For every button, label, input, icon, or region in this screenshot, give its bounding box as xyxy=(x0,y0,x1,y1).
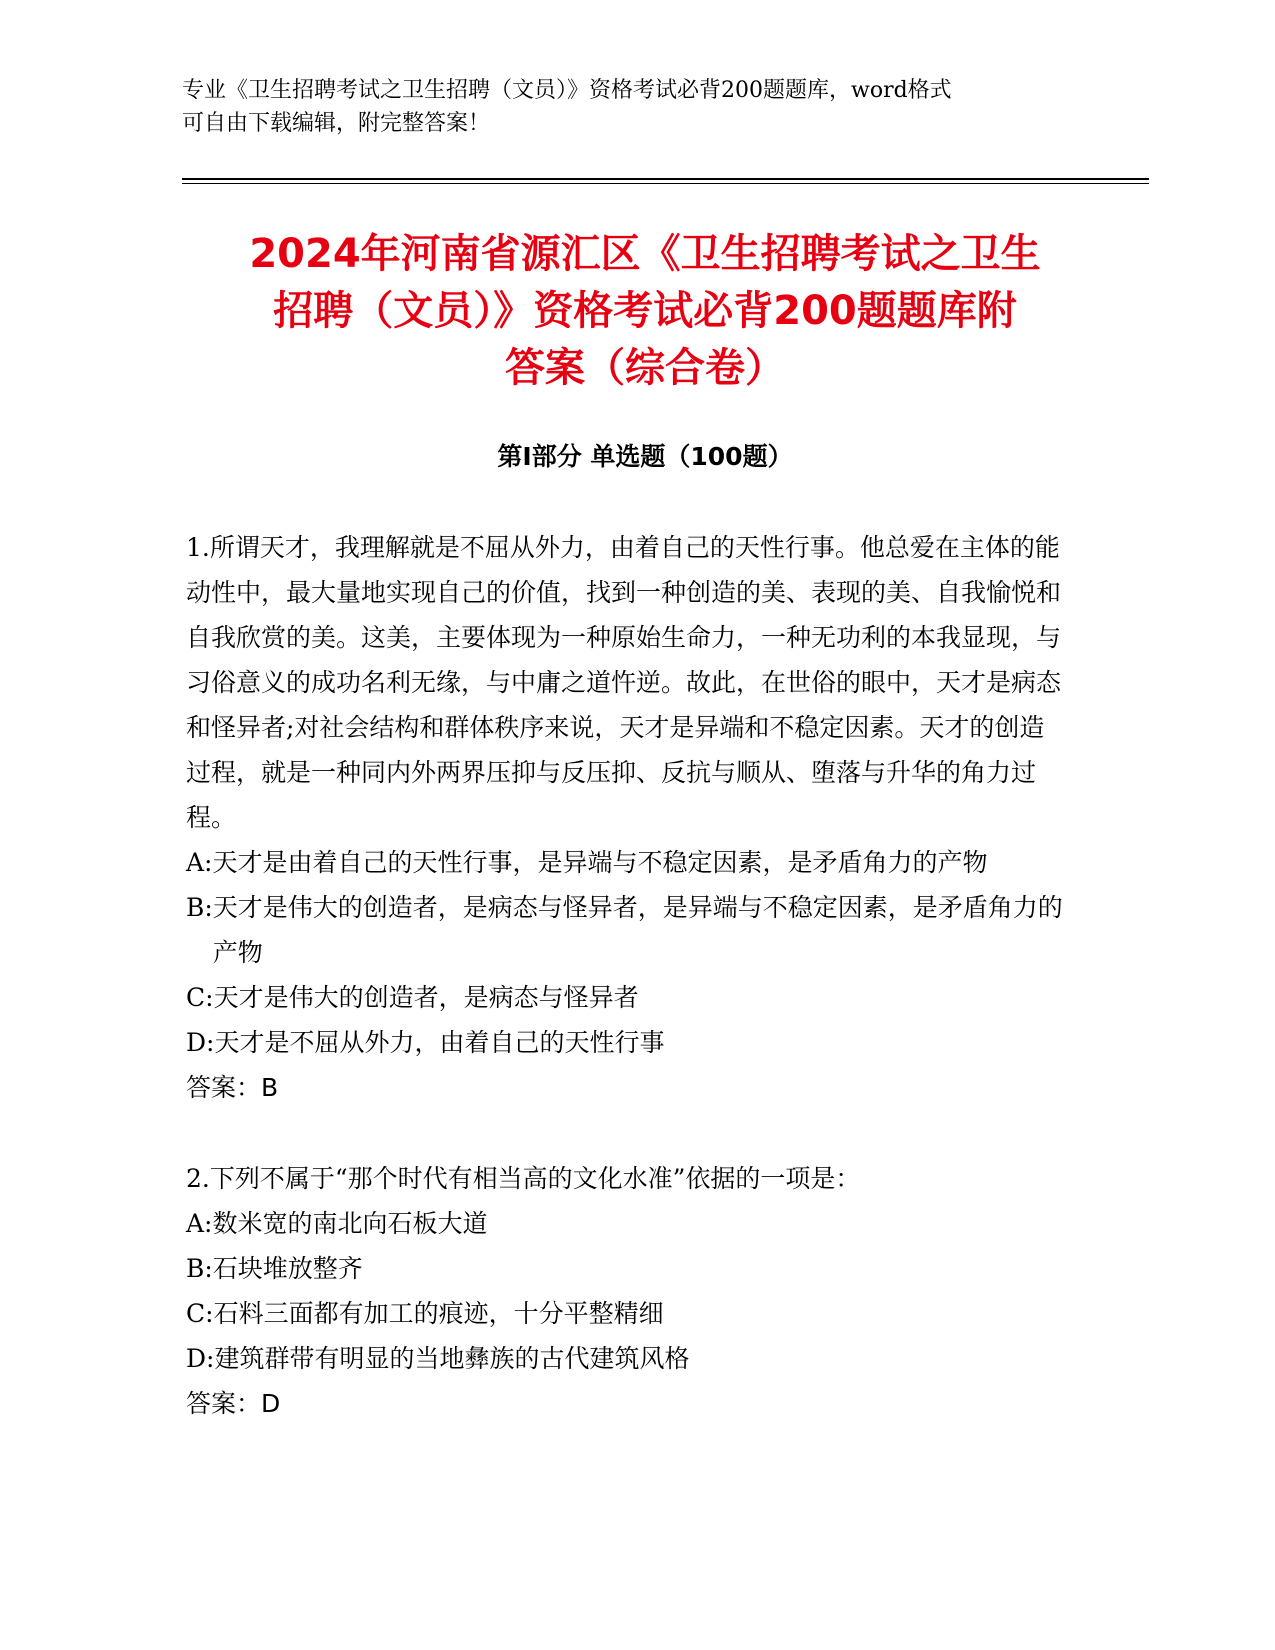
option-a xyxy=(186,1201,1066,1246)
option-letter: A: xyxy=(186,848,213,877)
header-divider-thin xyxy=(182,183,1149,184)
option-a xyxy=(186,840,1066,885)
document-title-line-3: 答案（综合卷） xyxy=(505,345,785,391)
option-d xyxy=(186,1020,1066,1065)
document-title-line-2: 招聘（文员）》资格考试必背200题题库附 xyxy=(273,288,1017,334)
option-letter: A: xyxy=(186,1209,213,1238)
option-b xyxy=(186,885,1066,975)
option-text: 天才是由着自己的天性行事，是异端与不稳定因素，是矛盾角力的产物 xyxy=(212,848,988,877)
question-list xyxy=(186,525,1066,1472)
option-text: 天才是伟大的创造者，是病态与怪异者 xyxy=(213,983,639,1012)
option-c xyxy=(186,1291,1066,1336)
answer: 答案：D xyxy=(186,1389,281,1418)
option-text: 数米宽的南北向石板大道 xyxy=(212,1209,488,1238)
option-text: 建筑群带有明显的当地彝族的古代建筑风格 xyxy=(214,1344,690,1373)
option-text: 石块堆放整齐 xyxy=(212,1254,363,1283)
header-note-line-1: 专业《卫生招聘考试之卫生招聘（文员）》资格考试必背200题题库，word格式 xyxy=(182,78,952,103)
option-text: 天才是不屈从外力，由着自己的天性行事 xyxy=(214,1028,665,1057)
option-letter: B: xyxy=(186,893,213,922)
option-letter: D: xyxy=(186,1028,215,1057)
option-text: 石料三面都有加工的痕迹，十分平整精细 xyxy=(213,1299,664,1328)
section-title: 第Ⅰ部分 单选题（100题） xyxy=(497,442,793,471)
document-title xyxy=(150,226,1140,397)
question-2 xyxy=(186,1156,1066,1426)
question-stem: 2.下列不属于“那个时代有相当高的文化水准”依据的一项是： xyxy=(186,1164,861,1193)
question-1 xyxy=(186,525,1066,1110)
option-d xyxy=(186,1336,1066,1381)
option-letter: C: xyxy=(186,1299,214,1328)
option-letter: B: xyxy=(186,1254,213,1283)
answer: 答案：B xyxy=(186,1073,279,1102)
option-letter: C: xyxy=(186,983,214,1012)
header-divider-thick xyxy=(182,178,1149,180)
header-note xyxy=(182,74,1052,140)
option-text: 天才是伟大的创造者，是病态与怪异者，是异端与不稳定因素，是矛盾角力的产物 xyxy=(212,893,1063,967)
option-b xyxy=(186,1246,1066,1291)
option-letter: D: xyxy=(186,1344,215,1373)
document-title-line-1: 2024年河南省源汇区《卫生招聘考试之卫生 xyxy=(249,231,1041,277)
question-stem: 1.所谓天才，我理解就是不屈从外力，由着自己的天性行事。他总爱在主体的能动性中，最大量地实现自己的价值，找到一种创造的美、表现的美、自我愉悦和自我欣赏的美。这美，主要体现为一种原始生命力，一种无功利的本我显现，与习俗意义的成功名利无缘，与中庸之道忤逆。故此，在世俗的眼中，天才是病态和怪异者;对社会结构和群体秩序来说，天才是异端和不稳定因素。天才的创造过程，就是一种同内外两界压抑与反压抑、反抗与顺从、堕落与升华的角力过程。 xyxy=(186,533,1062,832)
header-note-line-2: 可自由下载编辑，附完整答案！ xyxy=(182,111,491,136)
option-c xyxy=(186,975,1066,1020)
